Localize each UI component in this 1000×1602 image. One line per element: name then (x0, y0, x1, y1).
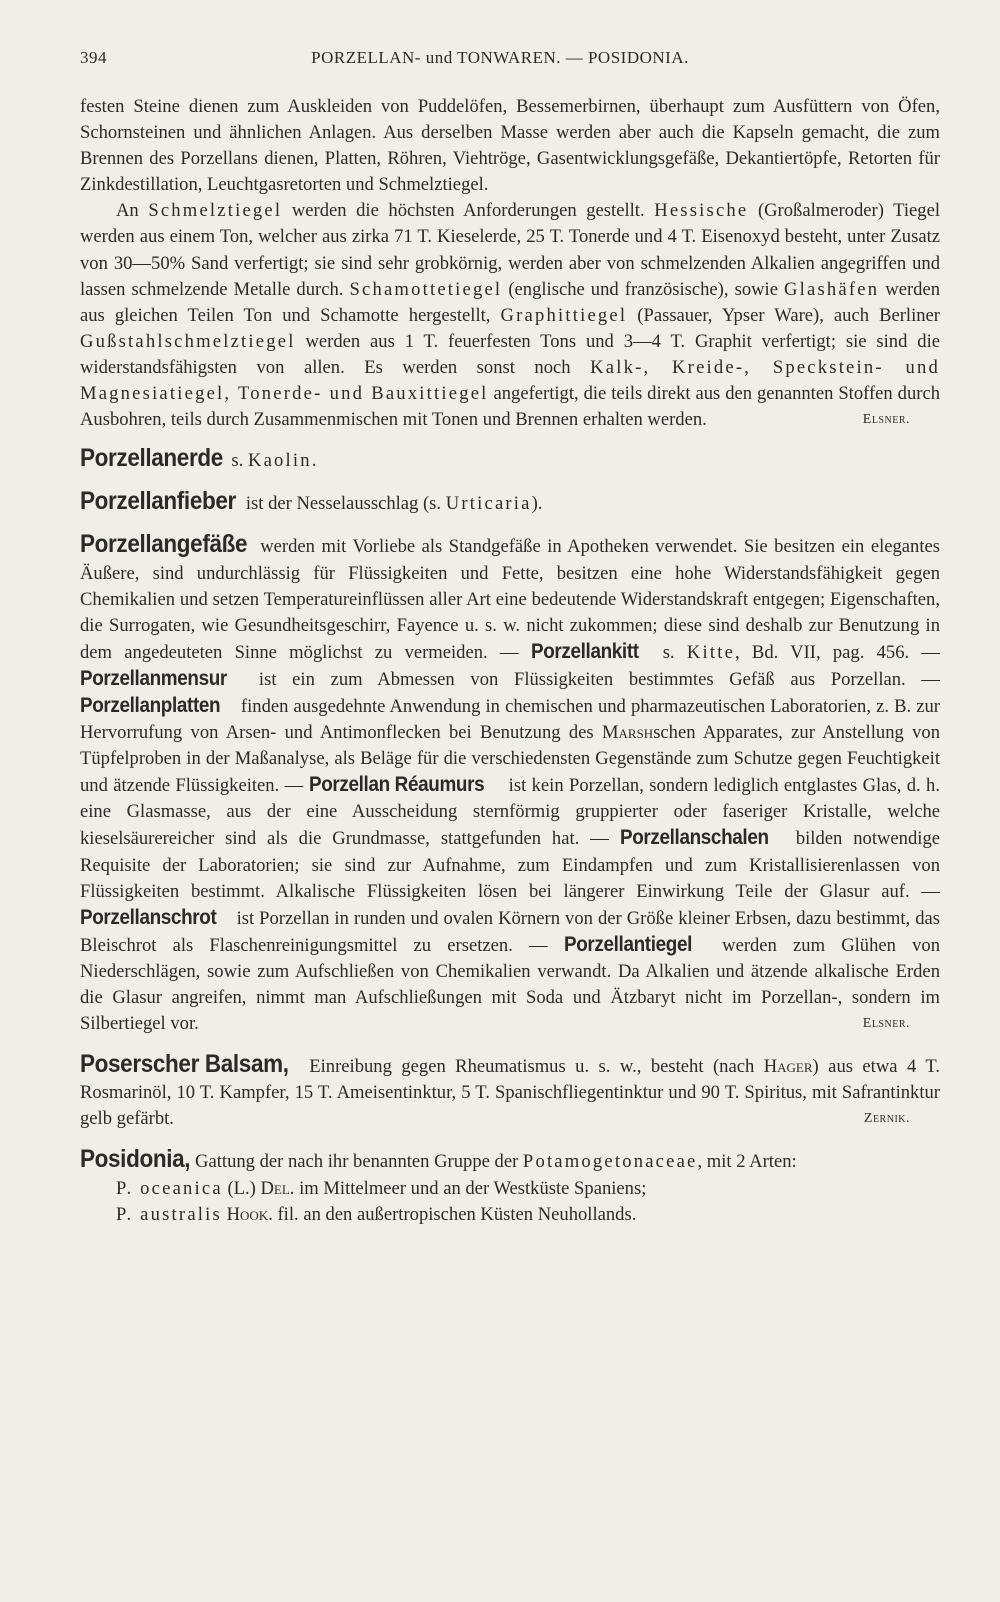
text-run: ist kein Porzellan, sondern lediglich entglastes Glas, d. h. eine Glasmasse, aus der eine Ausscheidung sternförmig gruppierter oder faseriger Kristalle, welche kieselsäurereicher sind als die Grundmasse, stattgefunden hat. — (80, 775, 941, 850)
entry-lemma: Posidonia, (80, 1145, 191, 1174)
author-signature: Elsner. (862, 412, 910, 428)
person-name: Hager (763, 1056, 813, 1078)
text-run: werden mit Vorliebe als Standgefäße in Apotheken verwendet. Sie besitzen ein elegantes Äußere, sind undurchlässig für Flüssigkeiten und Fette, besitzen eine hohe Widerstandsfähigkeit gegen Chemikalien und setzen Temperatureinflüssen aller Art eine bedeutende Widerstandskraft entgegen; Eigenschaften, die Surrogaten, wie Gesundheitsgeschirr, Fayence u. s. w. nicht zukommen; diese sind deshalb zur Benutzung in dem angedeuteten Sinne möglichst zu vermeiden. — (80, 536, 940, 663)
text-run: schen Apparates, zur Anstellung von Tüpfelproben in der Maßanalyse, als Beläge für die verschiedensten Gegenstände zum Schutze gegen Feuchtigkeit und ätzende Flüssigkeiten. — (80, 722, 940, 797)
cross-reference: Kitte (686, 641, 736, 663)
sub-lemma: Porzellanplatten (80, 693, 221, 717)
text-run: werden aus gleichen Teilen Ton und Schamotte hergestellt, (80, 278, 940, 326)
sub-lemma: Porzellan Réaumurs (308, 773, 484, 797)
sub-lemma: Porzellanschrot (80, 905, 217, 929)
author-signature: Zernik. (863, 1111, 910, 1127)
text-run: ). (531, 493, 543, 515)
entry-lemma: Porzellanfieber (80, 487, 236, 516)
page-number: 394 (80, 48, 107, 67)
spaced-term: Glashäfen (784, 278, 880, 300)
text-run: werden zum Glühen von Niederschlägen, sowie zum Aufschließen von Chemikalien verwandt. Da Alkalien und ätzende alkalische Erden die Glasur angreifen, nimmt man Aufschließungen mit Soda und Ätzbaryt nicht im Porzellan-, sondern im Silbertiegel vor. (80, 934, 940, 1035)
family-name: Potamogetonaceae (522, 1151, 698, 1173)
spaced-term: Gußstahlschmelztiegel (80, 330, 296, 352)
text-run: (L.) (222, 1177, 261, 1199)
cross-reference: Urticaria (445, 493, 532, 515)
text-run: (Großalmeroder) Tiegel werden aus einem Ton, welcher aus zirka 71 T. Kieselerde, 25 T. Tonerde und 4 T. Eisenoxyd besteht, unter Zusatz von 30—50% Sand verfertigt; sie sind sehr grobkörnig, werden aber von schmelzenden Alkalien angegriffen und lassen schmelzende Metalle durch. (80, 200, 940, 300)
spaced-term: Graphittiegel (500, 304, 628, 326)
author-abbrev: Hook. (221, 1203, 273, 1225)
entry-lemma: Poserscher Balsam, (80, 1050, 289, 1079)
text-run: , Bd. VII, pag. 456. — (735, 641, 941, 663)
species-name: P. australis (116, 1203, 222, 1225)
text-run: s. (226, 450, 248, 472)
sub-lemma: Porzellanschalen (619, 826, 769, 850)
text-run: ist der Nesselausschlag (s. (241, 493, 446, 515)
text-run: im Mittelmeer und an der Westküste Spaniens; (294, 1177, 647, 1199)
text-run: . (311, 450, 317, 472)
text-run: ) aus etwa 4 T. Rosmarinöl, 10 T. Kampfer, 15 T. Ameisentinktur, 5 T. Spanischfliegentinktur und 90 T. Spiritus, mit Safrantinktur gelb gefärbt. (80, 1056, 941, 1130)
text-run: ist Porzellan in runden und ovalen Körnern von der Größe kleiner Erbsen, dazu bestimmt, das Bleischrot als Flaschenreinigungsmittel zu ersetzen. — (80, 907, 940, 956)
spaced-term: Hessische (654, 200, 749, 222)
species-name: P. oceanica (116, 1177, 223, 1199)
text-run: , mit 2 Arten: (697, 1151, 797, 1173)
sub-lemma: Porzellanmensur (80, 666, 227, 690)
author-abbrev: Del. (260, 1177, 295, 1199)
text-run: fil. an den außertropischen Küsten Neuhollands. (272, 1203, 637, 1225)
spaced-term: Kalk-, Kreide-, Speckstein- und Magnesiatiegel, Tonerde- und Bauxittiegel (80, 356, 940, 405)
text-run: finden ausgedehnte Anwendung in chemischen und pharmazeutischen Laboratorien, z. B. zur Hervorrufung von Arsen- und Antimonflecken bei Benutzung des (80, 695, 940, 744)
entry-poserscher-balsam (80, 1051, 940, 1132)
entry-porzellangefaesse (80, 531, 940, 1037)
text-run: ist ein zum Abmessen von Flüssigkeiten bestimmtes Gefäß aus Porzellan. — (243, 668, 940, 690)
species-oceanica (80, 1176, 940, 1202)
text-run: (englische und französische), sowie (502, 278, 785, 300)
entry-posidonia (80, 1146, 940, 1175)
entry-lemma: Porzellanerde (80, 444, 223, 473)
running-head: PORZELLAN- und TONWAREN. — POSIDONIA. (311, 48, 689, 67)
paragraph-kapseln: festen Steine dienen zum Auskleiden von Puddelöfen, Bessemerbirnen, überhaupt zum Ausfüttern von Öfen, Schornsteinen und ähnlichen Anlagen. Aus derselben Masse werden aber auch die Kapseln gemacht, die zum Brennen des Porzellans dienen, Platten, Röhren, Viehtröge, Gasentwicklungsgefäße, Dekantiertöpfe, Retorten für Zinkdestillation, Leuchtgasretorten und Schmelztiegel. (80, 96, 940, 196)
text-run: werden aus 1 T. feuerfesten Tons und 3—4 T. Graphit verfertigt; sie sind die widerstandsfähigsten von allen. Es werden sonst noch (80, 330, 940, 378)
text-run: angefertigt, die teils direkt aus den genannten Stoffen durch Ausbohren, teils durch Zusammenmischen mit Tonen und Brennen erhalten werden. (80, 383, 940, 431)
spaced-term: Schmelztiegel (148, 200, 283, 222)
author-signature: Elsner. (862, 1016, 910, 1032)
text-run: werden die höchsten Anforderungen gestellt. (282, 200, 655, 222)
paragraph-schmelztiegel (80, 198, 940, 433)
sub-lemma: Porzellantiegel (563, 932, 692, 956)
cross-reference: Kaolin (247, 450, 312, 472)
spaced-term: Schamottetiegel (349, 278, 503, 300)
sub-lemma: Porzellankitt (530, 639, 639, 663)
entry-porzellanerde (80, 445, 940, 474)
entry-lemma: Porzellangefäße (80, 530, 248, 559)
text-run: Gattung der nach ihr benannten Gruppe der (190, 1151, 523, 1173)
text-run: (Passauer, Ypser Ware), auch Berliner (627, 304, 940, 326)
person-name: Marsh (601, 722, 654, 744)
text-run: s. (650, 641, 687, 663)
text-run: bilden notwendige Requisite der Laboratorien; sie sind zur Aufnahme, zum Eindampfen und zum Kristallisierenlassen von Flüssigkeiten bestimmt. Alkalische Flüssigkeiten lösen bei längerer Einwirkung Teile der Glasur auf. — (80, 828, 940, 902)
page-header (80, 48, 920, 78)
entry-porzellanfieber (80, 488, 940, 517)
species-australis (80, 1202, 940, 1228)
text-run: Einreibung gegen Rheumatismus u. s. w., besteht (nach (299, 1056, 764, 1078)
page-content (80, 94, 940, 1228)
text-run: An (116, 200, 149, 222)
